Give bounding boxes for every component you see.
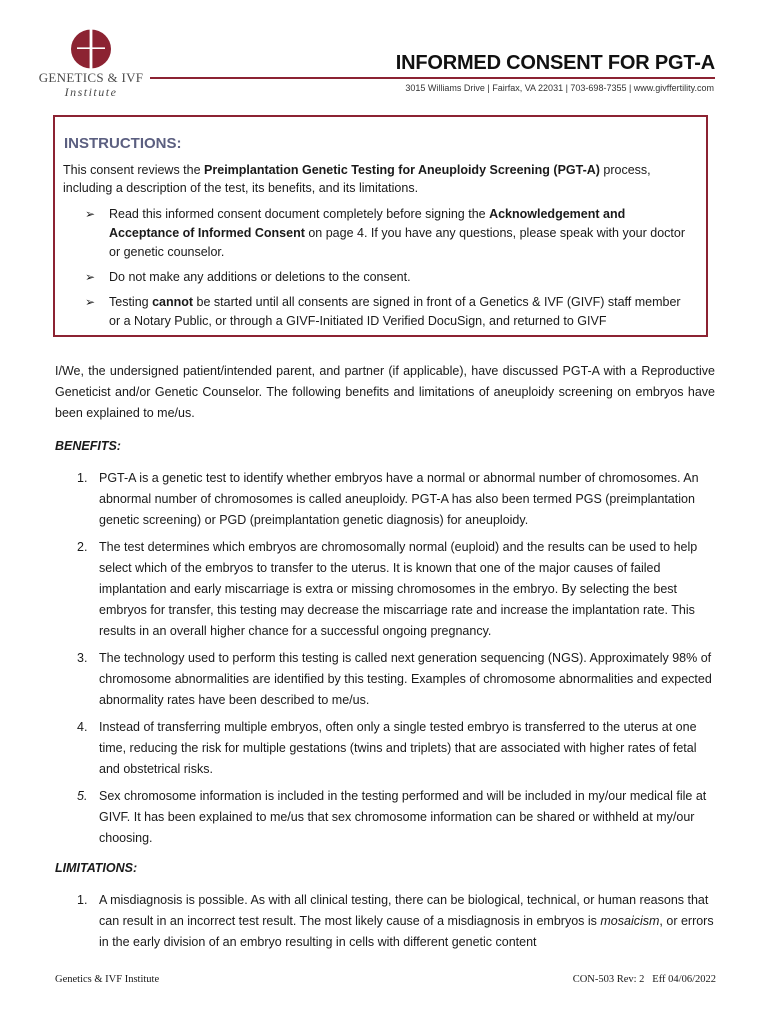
instructions-intro <box>63 161 693 197</box>
list-item <box>55 537 715 642</box>
arrow-bullet-icon: ➢ <box>85 207 96 221</box>
list-item <box>85 205 685 262</box>
instructions-list <box>85 205 685 337</box>
bullet-bold-text: cannot <box>152 295 194 309</box>
intro-text-end: process, including a description of the test, its benefits, and its limitations. <box>63 163 651 195</box>
limitations-heading: LIMITATIONS: <box>55 861 138 875</box>
intro-text: This consent reviews the <box>63 163 205 177</box>
footer-organization: Genetics & IVF Institute <box>55 974 160 985</box>
intro-bold-text: Preimplantation Genetic Testing for Aneuploidy Screening (PGT-A) <box>204 163 600 177</box>
item-text: Sex chromosome information is included in the testing performed and will be included in my/our medical file at GIVF. It has been explained to me/us that sex chromosome information can be shared or withheld at my/our choosing. <box>99 789 707 845</box>
item-text: Instead of transferring multiple embryos, often only a single tested embryo is transferred to the uterus at one time, reducing the risk for multiple gestations (twins and triplets) that are associated with higher rates of fetal and obstetrical risks. <box>99 720 697 776</box>
item-text: The test determines which embryos are chromosomally normal (euploid) and the results can be used to help select which of the embryos to transfer to the uterus. It is known that one of the major causes of failed implantation and early miscarriage is extra or missing chromosomes in the embryo. By selecting the best embryos for transfer, this testing may decrease the miscarriage rate and increase the implantation rate. This results in an overall higher chance for a successful ongoing pregnancy. <box>99 540 698 638</box>
bullet-text: Testing <box>109 295 153 309</box>
benefits-list <box>55 468 715 855</box>
instructions-heading: INSTRUCTIONS: <box>64 135 182 152</box>
list-item <box>85 268 685 287</box>
org-name: GENETICS & IVF <box>38 70 144 85</box>
item-text: A misdiagnosis is possible. As with all clinical testing, there can be biological, technical, or human reasons that can result in an incorrect test result. The most likely cause of a misdiagnosis in embryos is <box>99 893 709 928</box>
item-emphasis-text: mosaicism <box>600 914 660 928</box>
instructions-box <box>53 115 708 337</box>
list-item <box>55 786 715 849</box>
item-number: 2. <box>77 540 88 554</box>
item-number: 3. <box>77 651 88 665</box>
address-line: 3015 Williams Drive | Fairfax, VA 22031 | 703-698-7355 | www.givffertility.com <box>405 83 714 93</box>
bullet-text: Read this informed consent document completely before signing the <box>109 207 490 221</box>
item-number: 4. <box>77 720 88 734</box>
arrow-bullet-icon: ➢ <box>85 295 96 309</box>
organization-logo <box>36 26 146 106</box>
arrow-bullet-icon: ➢ <box>85 270 96 284</box>
benefits-heading: BENEFITS: <box>55 439 121 453</box>
footer-revision: CON-503 Rev: 2 Eff 04/06/2022 <box>572 974 716 985</box>
list-item <box>55 717 715 780</box>
item-text: PGT-A is a genetic test to identify whether embryos have a normal or abnormal number of chromosomes. An abnormal number of chromosomes is called aneuploidy. PGT-A has also been termed PGS (preimplantation genetic screening) or PGD (preimplantation genetic diagnosis) for aneuploidy. <box>99 471 699 527</box>
document-title: INFORMED CONSENT FOR PGT-A <box>395 52 715 74</box>
item-number: 1. <box>77 893 88 907</box>
list-item <box>85 293 685 331</box>
title-divider <box>150 77 715 79</box>
bullet-bold-text: Acknowledgement and Acceptance of Informed Consent <box>109 207 626 240</box>
list-item <box>55 468 715 531</box>
limitations-list <box>55 890 715 959</box>
item-number: 5. <box>77 789 88 803</box>
bullet-text-end: on page 4. If you have any questions, please speak with your doctor or genetic counselor. <box>109 226 685 259</box>
item-number: 1. <box>77 471 88 485</box>
list-item <box>55 648 715 711</box>
logo-mark-icon <box>68 28 114 70</box>
consent-intro-paragraph: I/We, the undersigned patient/intended parent, and partner (if applicable), have discussed PGT-A with a Reproductive Geneticist and/or Genetic Counselor. The following benefits and limitations of aneuploidy screening on embryos have been explained to me/us. <box>55 364 715 420</box>
item-text-end: , or errors in the early division of an embryo resulting in cells with different genetic content <box>99 914 714 949</box>
item-text: The technology used to perform this testing is called next generation sequencing (NGS). Approximately 98% of chromosome abnormalities are identified by this testing. Examples of chromosome abnormalities and expected abnormality rates have been described to me/us. <box>99 651 712 707</box>
list-item <box>55 890 715 953</box>
bullet-text-end: be started until all consents are signed in front of a Genetics & IVF (GIVF) staff member or a Notary Public, or through a GIVF-Initiated ID Verified DocuSign, and returned to GIVF <box>109 295 681 328</box>
bullet-text: Do not make any additions or deletions to the consent. <box>109 270 411 284</box>
org-subname: Institute <box>64 85 118 99</box>
